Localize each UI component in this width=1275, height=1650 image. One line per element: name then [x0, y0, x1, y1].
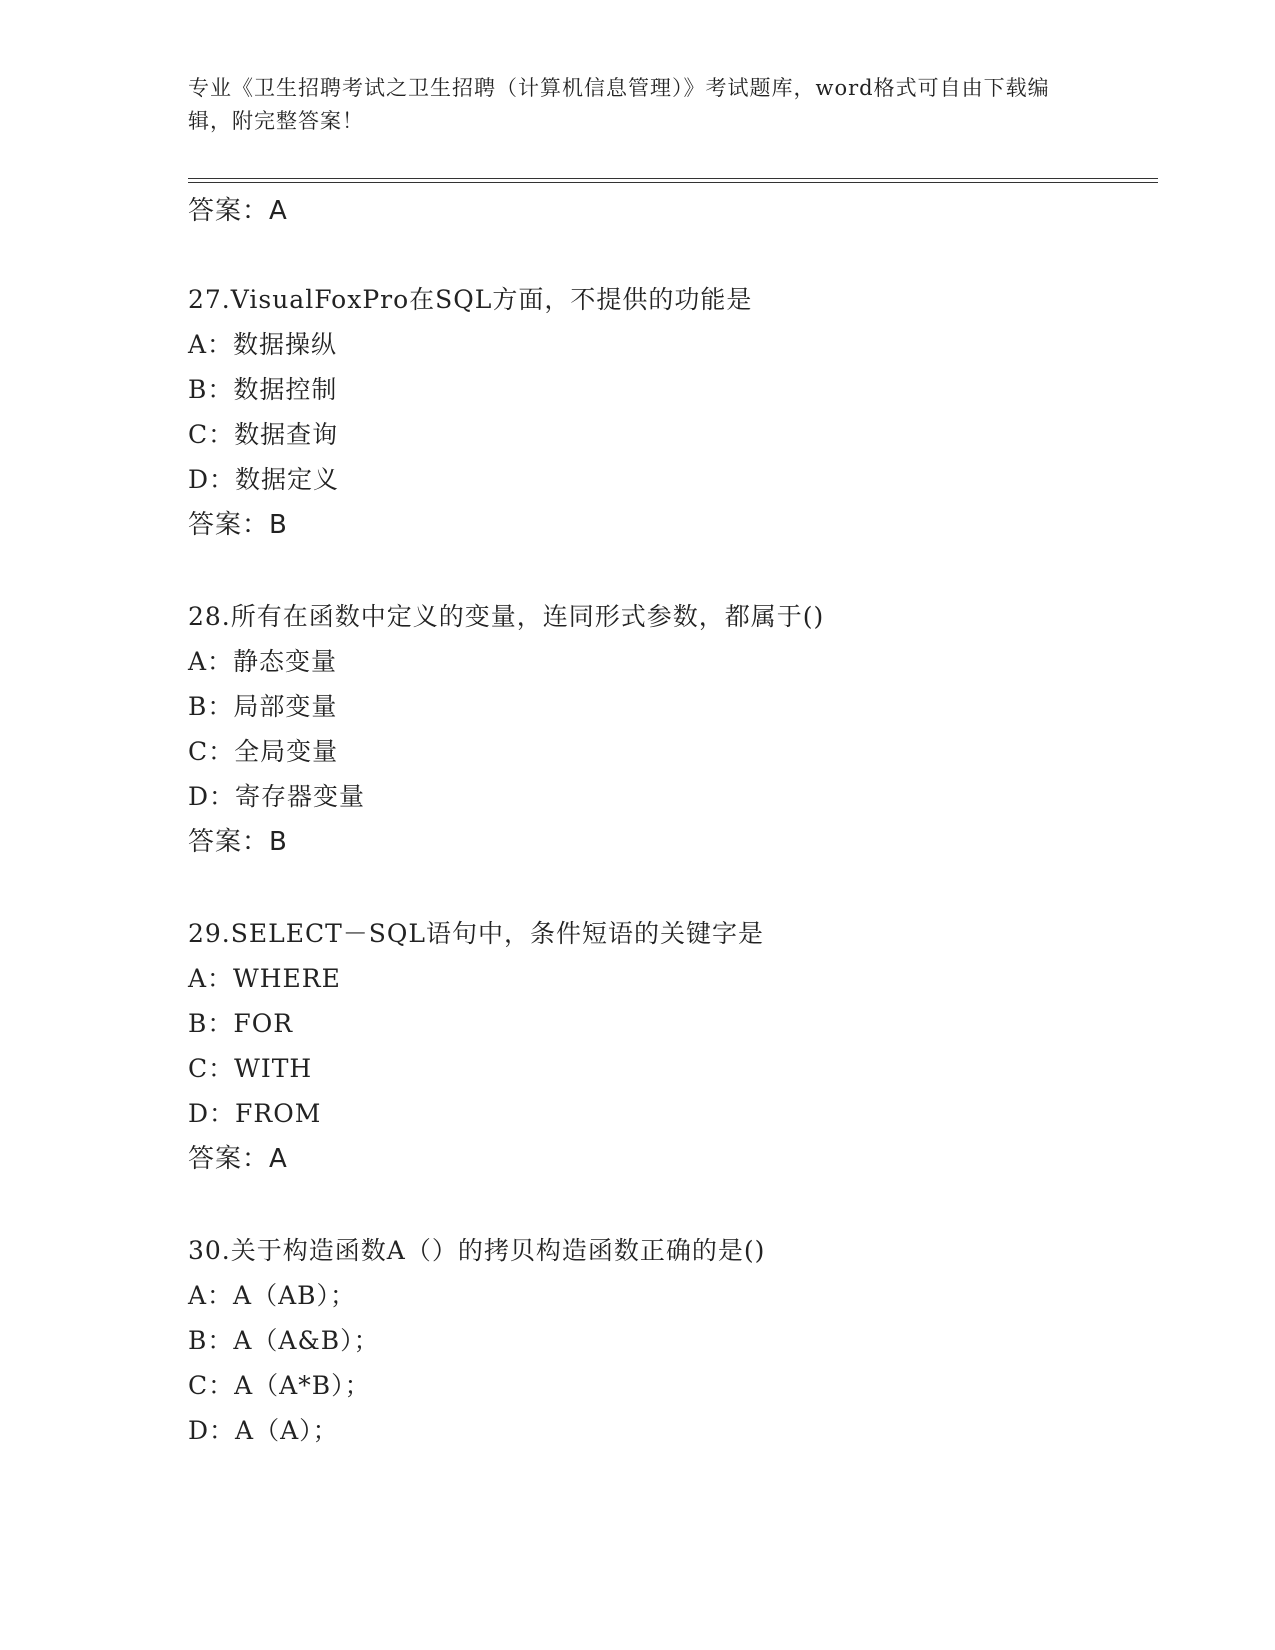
question-30-option-d: D：A（A）；	[188, 1416, 339, 1445]
question-30-option-a: A：A（AB）；	[188, 1281, 357, 1310]
header-rule-top	[188, 178, 1158, 179]
page-header-note: 专业《卫生招聘考试之卫生招聘（计算机信息管理）》考试题库，word格式可自由下载编辑，附完整答案！	[188, 76, 1050, 133]
question-28-option-d: D：寄存器变量	[188, 782, 366, 811]
question-29-option-c: C：WITH	[188, 1054, 313, 1083]
question-29-option-a: A：WHERE	[188, 964, 341, 993]
answer-q29: 答案：A	[188, 1144, 288, 1174]
question-30-option-c: C：A（A*B）；	[188, 1371, 371, 1400]
question-28-option-c: C：全局变量	[188, 737, 339, 766]
question-27-option-d: D：数据定义	[188, 465, 340, 494]
question-29-option-d: D：FROM	[188, 1099, 322, 1128]
question-27-stem: 27.VisualFoxPro在SQL方面，不提供的功能是	[188, 285, 753, 314]
question-29-option-b: B：FOR	[188, 1009, 294, 1038]
header-rule-bottom	[188, 182, 1158, 183]
question-27-option-b: B：数据控制	[188, 375, 338, 404]
question-27-option-c: C：数据查询	[188, 420, 339, 449]
question-28-option-a: A：静态变量	[188, 647, 338, 676]
question-30-stem: 30.关于构造函数A（）的拷贝构造函数正确的是()	[188, 1236, 766, 1265]
answer-q26: 答案：A	[188, 196, 288, 226]
answer-q28: 答案：B	[188, 827, 288, 857]
answer-q27: 答案：B	[188, 510, 288, 540]
question-28-stem: 28.所有在函数中定义的变量，连同形式参数，都属于()	[188, 602, 825, 631]
question-27-option-a: A：数据操纵	[188, 330, 338, 359]
question-28-option-b: B：局部变量	[188, 692, 338, 721]
question-29-stem: 29.SELECT－SQL语句中，条件短语的关键字是	[188, 919, 765, 948]
question-30-option-b: B：A（A&B）；	[188, 1326, 380, 1355]
